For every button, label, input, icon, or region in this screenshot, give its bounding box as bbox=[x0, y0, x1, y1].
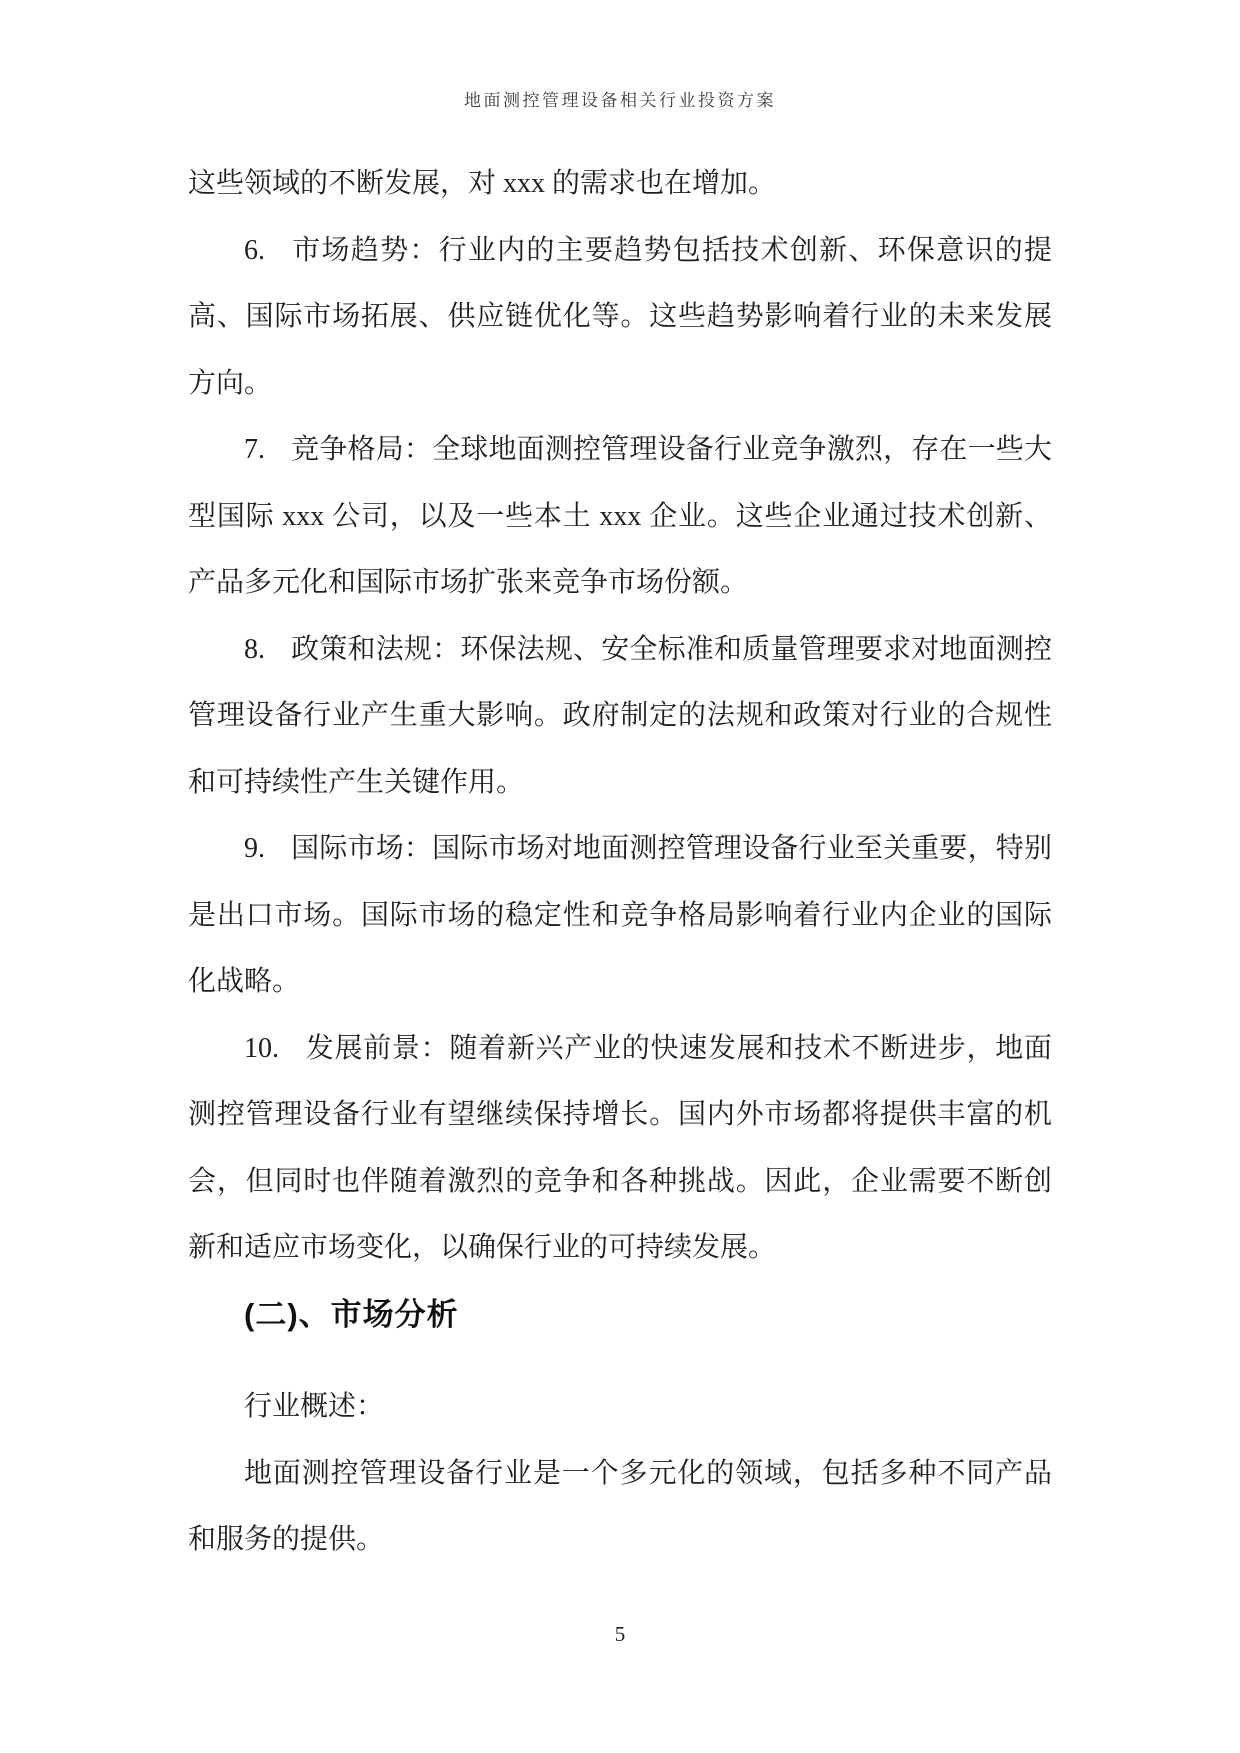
list-number: 10. bbox=[244, 1032, 279, 1064]
paragraph-text: 政策和法规：环保法规、安全标准和质量管理要求对地面测控管理设备行业产生重大影响。政府制定的法规和政策对行业的合规性和可持续性产生关键作用。 bbox=[188, 633, 1052, 798]
page-header-title: 地面测控管理设备相关行业投资方案 bbox=[464, 91, 776, 110]
numbered-paragraph-7 bbox=[188, 417, 1052, 617]
numbered-paragraph-6 bbox=[188, 218, 1052, 418]
sub-heading: 行业概述： bbox=[244, 1391, 385, 1422]
numbered-paragraph-9 bbox=[188, 816, 1052, 1016]
continuation-paragraph: 这些领域的不断发展，对 xxx 的需求也在增加。 bbox=[188, 168, 777, 199]
list-number: 9. bbox=[244, 833, 265, 864]
numbered-paragraph-8 bbox=[188, 617, 1052, 817]
paragraph-text: 竞争格局：全球地面测控管理设备行业竞争激烈，存在一些大型国际 xxx 公司，以及一些本土 xxx 企业。这些企业通过技术创新、产品多元化和国际市场扩张来竞争市场份额。 bbox=[188, 434, 1052, 598]
document-body bbox=[188, 151, 1052, 1574]
paragraph-text: 发展前景：随着新兴产业的快速发展和技术不断进步，地面测控管理设备行业有望继续保持增长。国内外市场都将提供丰富的机会，但同时也伴随着激烈的竞争和各种挑战。因此，企业需要不断创新和适应市场变化，以确保行业的可持续发展。 bbox=[188, 1032, 1052, 1263]
paragraph-text: 市场趋势：行业内的主要趋势包括技术创新、环保意识的提高、国际市场拓展、供应链优化等。这些趋势影响着行业的未来发展方向。 bbox=[188, 234, 1052, 399]
list-number: 7. bbox=[244, 434, 265, 465]
page-number: 5 bbox=[614, 1622, 626, 1646]
list-number: 8. bbox=[244, 633, 265, 665]
closing-paragraph: 地面测控管理设备行业是一个多元化的领域，包括多种不同产品和服务的提供。 bbox=[188, 1457, 1052, 1555]
paragraph-text: 国际市场：国际市场对地面测控管理设备行业至关重要，特别是出口市场。国际市场的稳定性和竞争格局影响着行业内企业的国际化战略。 bbox=[188, 833, 1052, 997]
list-number: 6. bbox=[244, 234, 265, 266]
numbered-paragraph-10 bbox=[188, 1016, 1052, 1282]
section-heading: (二)、市场分析 bbox=[244, 1296, 459, 1332]
